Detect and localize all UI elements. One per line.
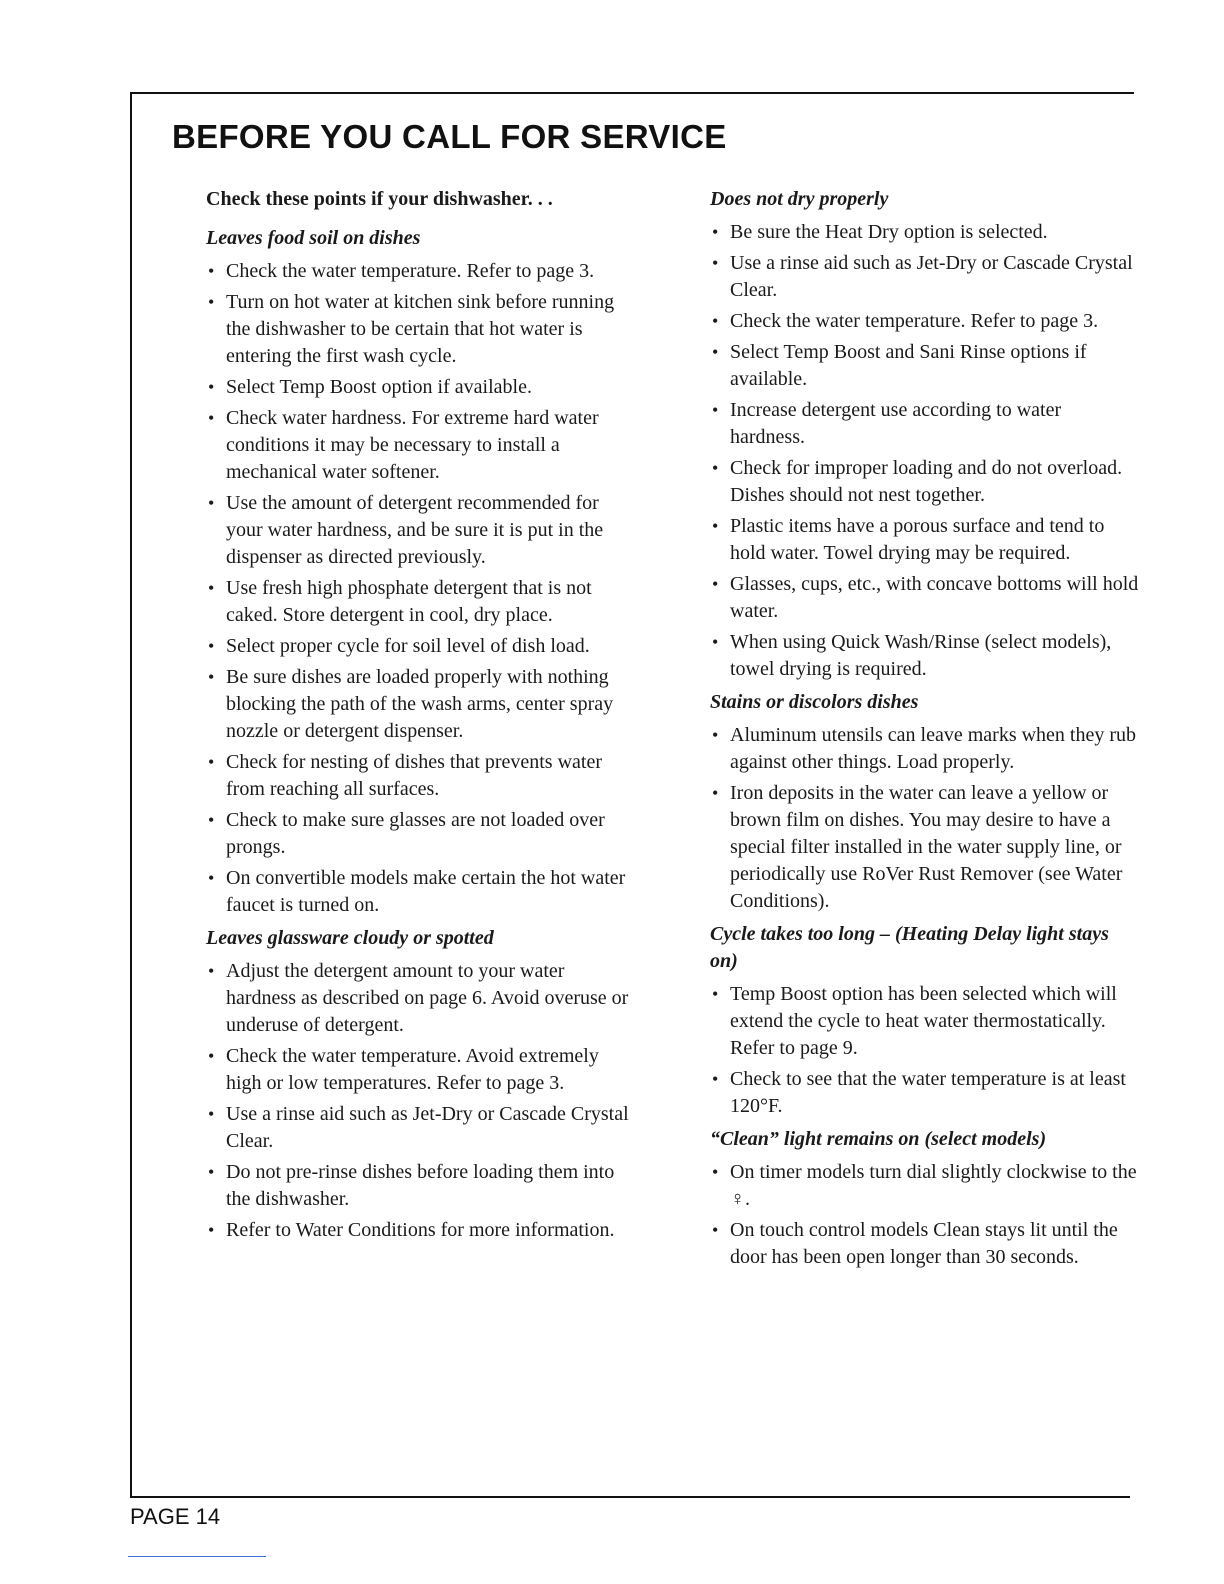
checklist-item (710, 250, 1140, 304)
bullet-icon: • (208, 377, 215, 397)
section-heading: Does not dry properly (710, 188, 889, 210)
checklist-item-text: Select proper cycle for soil level of dish load. (226, 635, 590, 657)
checklist-item (710, 219, 1140, 246)
bullet-icon: • (208, 493, 215, 513)
bullet-icon: • (208, 810, 215, 830)
checklist-item-text: Select Temp Boost and Sani Rinse options if available. (730, 341, 1087, 390)
checklist-item (710, 1217, 1140, 1271)
checklist-item (710, 455, 1140, 509)
checklist-item (710, 339, 1140, 393)
checklist-item-text: Check the water temperature. Avoid extremely high or low temperatures. Refer to page 3. (226, 1045, 599, 1094)
bullet-icon: • (208, 636, 215, 656)
troubleshoot-section (710, 186, 1140, 683)
checklist-item-text: Use the amount of detergent recommended for your water hardness, and be sure it is put in the dispenser as directed previously. (226, 492, 604, 568)
bullet-icon: • (208, 292, 215, 312)
checklist-item (710, 722, 1140, 776)
checklist-item (206, 490, 636, 571)
checklist (206, 958, 636, 1244)
checklist-item-text: On timer models turn dial slightly clockwise to the ♀. (730, 1161, 1137, 1210)
checklist-item-text: Be sure dishes are loaded properly with nothing blocking the path of the wash arms, center spray nozzle or detergent dispenser. (226, 666, 614, 742)
checklist-item-text: Check to make sure glasses are not loaded over prongs. (226, 809, 605, 858)
checklist-item-text: Turn on hot water at kitchen sink before running the dishwasher to be certain that hot water is entering the first wash cycle. (226, 291, 615, 367)
bullet-icon: • (712, 1220, 719, 1240)
frame-left-rule (130, 92, 132, 1498)
troubleshoot-section (206, 225, 636, 919)
checklist-item (710, 981, 1140, 1062)
checklist-item-text: Use a rinse aid such as Jet-Dry or Cascade Crystal Clear. (226, 1103, 629, 1152)
checklist-item-text: Iron deposits in the water can leave a yellow or brown film on dishes. You may desire to have a special filter installed in the water supply line, or periodically use RoVer Rust Remover (see Water Conditions). (730, 782, 1123, 912)
bullet-icon: • (712, 222, 719, 242)
bullet-icon: • (712, 516, 719, 536)
checklist-item-text: Plastic items have a porous surface and tend to hold water. Towel drying may be required. (730, 515, 1105, 564)
bullet-icon: • (208, 1220, 215, 1240)
checklist-item-text: Check the water temperature. Refer to page 3. (226, 260, 595, 282)
bullet-icon: • (712, 725, 719, 745)
page-title: BEFORE YOU CALL FOR SERVICE (172, 118, 727, 155)
checklist-item (710, 1159, 1140, 1213)
bullet-icon: • (208, 1104, 215, 1124)
checklist-item (206, 374, 636, 401)
checklist-item-text: When using Quick Wash/Rinse (select models), towel drying is required. (730, 631, 1112, 680)
bullet-icon: • (208, 667, 215, 687)
checklist-item (710, 308, 1140, 335)
bullet-icon: • (208, 961, 215, 981)
checklist-item (206, 865, 636, 919)
checklist-item (710, 1066, 1140, 1120)
frame-bottom-rule (130, 1496, 1130, 1498)
section-heading: Leaves glassware cloudy or spotted (206, 927, 494, 949)
checklist-item-text: Glasses, cups, etc., with concave bottoms will hold water. (730, 573, 1139, 622)
intro-text: Check these points if your dishwasher. . . (206, 188, 553, 210)
checklist-item (206, 1217, 636, 1244)
checklist (206, 258, 636, 919)
checklist-item (206, 807, 636, 861)
checklist-item-text: Aluminum utensils can leave marks when they rub against other things. Load properly. (730, 724, 1137, 773)
bullet-icon: • (712, 400, 719, 420)
section-heading: Stains or discolors dishes (710, 691, 919, 713)
bullet-icon: • (712, 1069, 719, 1089)
checklist (710, 981, 1140, 1120)
section-heading: “Clean” light remains on (select models) (710, 1128, 1047, 1150)
checklist-item-text: Check to see that the water temperature is at least 120°F. (730, 1068, 1126, 1117)
section-heading: Cycle takes too long – (Heating Delay light stays on) (710, 923, 1109, 972)
checklist-item-text: Use fresh high phosphate detergent that is not caked. Store detergent in cool, dry place. (226, 577, 592, 626)
bullet-icon: • (712, 311, 719, 331)
checklist-item-text: Check for nesting of dishes that prevents water from reaching all surfaces. (226, 751, 603, 800)
checklist-item (710, 397, 1140, 451)
bullet-icon: • (208, 752, 215, 772)
troubleshoot-section (710, 689, 1140, 915)
checklist-item-text: Use a rinse aid such as Jet-Dry or Cascade Crystal Clear. (730, 252, 1133, 301)
bullet-icon: • (208, 868, 215, 888)
bullet-icon: • (712, 253, 719, 273)
troubleshoot-section (710, 921, 1140, 1120)
section-heading: Leaves food soil on dishes (206, 227, 421, 249)
checklist-item-text: On convertible models make certain the hot water faucet is turned on. (226, 867, 626, 916)
checklist-item-text: Do not pre-rinse dishes before loading them into the dishwasher. (226, 1161, 615, 1210)
checklist-item (710, 629, 1140, 683)
bullet-icon: • (208, 578, 215, 598)
checklist-item (206, 289, 636, 370)
checklist-item (206, 1159, 636, 1213)
checklist (710, 219, 1140, 683)
right-column (710, 186, 1140, 1277)
bullet-icon: • (712, 574, 719, 594)
left-column (206, 186, 636, 1250)
checklist-item (206, 405, 636, 486)
bullet-icon: • (712, 342, 719, 362)
checklist-item (206, 633, 636, 660)
bullet-icon: • (208, 261, 215, 281)
frame-top-rule (130, 92, 1134, 94)
checklist-item-text: Refer to Water Conditions for more information. (226, 1219, 615, 1241)
troubleshoot-section (710, 1126, 1140, 1271)
checklist-item-text: Select Temp Boost option if available. (226, 376, 532, 398)
right-sections (710, 186, 1140, 1271)
checklist-item-text: Adjust the detergent amount to your water hardness as described on page 6. Avoid overuse or underuse of detergent. (226, 960, 629, 1036)
bullet-icon: • (208, 408, 215, 428)
bullet-icon: • (712, 632, 719, 652)
checklist-item-text: Increase detergent use according to water hardness. (730, 399, 1062, 448)
checklist-item (710, 780, 1140, 915)
troubleshoot-section (206, 925, 636, 1244)
page-number: PAGE 14 (130, 1504, 221, 1529)
checklist-item (206, 958, 636, 1039)
bullet-icon: • (712, 458, 719, 478)
checklist-item (206, 258, 636, 285)
checklist-item (710, 571, 1140, 625)
left-sections (206, 225, 636, 1244)
checklist-item (206, 1043, 636, 1097)
bullet-icon: • (208, 1046, 215, 1066)
checklist (710, 722, 1140, 915)
bullet-icon: • (712, 984, 719, 1004)
checklist-item-text: Temp Boost option has been selected which will extend the cycle to heat water thermostatically. Refer to page 9. (730, 983, 1117, 1059)
checklist-item (206, 749, 636, 803)
checklist-item-text: On touch control models Clean stays lit until the door has been open longer than 30 seconds. (730, 1219, 1118, 1268)
checklist (710, 1159, 1140, 1271)
checklist-item-text: Check for improper loading and do not overload. Dishes should not nest together. (730, 457, 1123, 506)
scan-edge-mark (128, 1556, 266, 1557)
bullet-icon: • (712, 1162, 719, 1182)
checklist-item (206, 664, 636, 745)
bullet-icon: • (208, 1162, 215, 1182)
checklist-item-text: Be sure the Heat Dry option is selected. (730, 221, 1048, 243)
checklist-item (206, 1101, 636, 1155)
bullet-icon: • (712, 783, 719, 803)
checklist-item-text: Check the water temperature. Refer to page 3. (730, 310, 1099, 332)
checklist-item-text: Check water hardness. For extreme hard water conditions it may be necessary to install a mechanical water softener. (226, 407, 599, 483)
checklist-item (206, 575, 636, 629)
checklist-item (710, 513, 1140, 567)
